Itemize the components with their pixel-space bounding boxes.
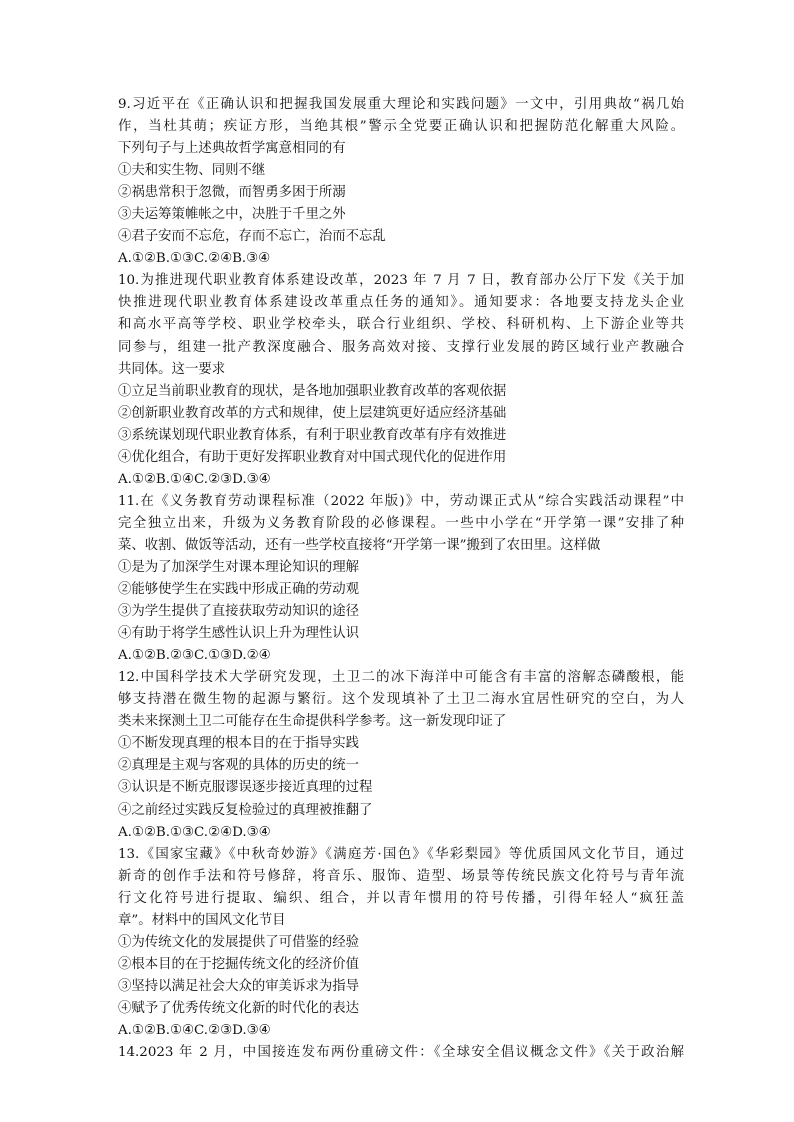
question-stem-line: 作，当杜其萌；疾证方形，当绝其根”警示全党要正确认识和把握防范化解重大风险。 — [118, 119, 684, 135]
option-line: ②根本目的在于挖掘传统文化的经济价值 — [118, 956, 360, 972]
question-13 — [118, 844, 684, 1042]
option-line: ④君子安而不忘危，存而不忘亡，治而不忘乱 — [118, 229, 386, 245]
question-stem-line: 14.2023 年 2 月，中国接连发布两份重磅文件：《全球安全倡议概念文件》《关于政治解 — [118, 1045, 684, 1061]
answer-choices: A.①②B.①④C.②③D.③④ — [118, 1022, 271, 1038]
question-9 — [118, 94, 684, 270]
question-stem-line: 类未来探测土卫二可能存在生命提供科学参考。这一新发现印证了 — [118, 714, 507, 730]
option-line: ②祸患常积于忽微，而智勇多困于所溺 — [118, 185, 346, 201]
question-stem-line: 和高水平高等学校、职业学校牵头，联合行业组织、学校、科研机构、上下游企业等共 — [118, 317, 684, 333]
question-stem-line: 同参与，组建一批产教深度融合、服务高效对接、支撑行业发展的跨区域行业产教融合 — [118, 339, 684, 355]
question-stem-line: 13.《国家宝藏》《中秋奇妙游》《满庭芳·国色》《华彩梨园》等优质国风文化节目，通过 — [118, 846, 684, 862]
option-line: ③夫运筹策帷帐之中，决胜于千里之外 — [118, 207, 346, 223]
question-stem-line: 快推进现代职业教育体系建设改革重点任务的通知》。通知要求：各地要支持龙头企业 — [118, 295, 684, 311]
option-line: ③为学生提供了直接获取劳动知识的途径 — [118, 604, 360, 620]
question-stem-line: 菜、收割、做饭等活动，还有一些学校直接将“开学第一课”搬到了农田里。这样做 — [118, 537, 601, 553]
option-line: ①立足当前职业教育的现状，是各地加强职业教育改革的客观依据 — [118, 383, 507, 399]
question-stem-line: 12.中国科学技术大学研究发现，土卫二的冰下海洋中可能含有丰富的溶解态磷酸根，能 — [118, 670, 684, 686]
question-11 — [118, 491, 684, 667]
question-stem-line: 够支持潜在微生物的起源与繁衍。这个发现填补了土卫二海水宜居性研究的空白，为人 — [118, 692, 684, 708]
document-page — [118, 94, 684, 1064]
option-line: ④赋予了优秀传统文化新的时代化的表达 — [118, 1000, 360, 1016]
question-stem-line: 新奇的创作手法和符号修辞，将音乐、服饰、造型、场景等传统民族文化符号与青年流 — [118, 868, 684, 884]
answer-choices: A.①②B.②③C.①③D.②④ — [118, 648, 271, 664]
option-line: ②能够使学生在实践中形成正确的劳动观 — [118, 582, 360, 598]
option-line: ②创新职业教育改革的方式和规律，使上层建筑更好适应经济基础 — [118, 405, 507, 421]
question-stem-line: 共同体。这一要求 — [118, 361, 226, 377]
question-10 — [118, 270, 684, 490]
option-line: ④之前经过实践反复检验过的真理被推翻了 — [118, 802, 373, 818]
option-line: ①为传统文化的发展提供了可借鉴的经验 — [118, 934, 360, 950]
option-line: ③坚持以满足社会大众的审美诉求为指导 — [118, 978, 360, 994]
question-14 — [118, 1042, 684, 1064]
question-stem-line: 9.习近平在《正确认识和把握我国发展重大理论和实践问题》一文中，引用典故“祸几始 — [118, 97, 684, 112]
option-line: ③认识是不断克服谬误逐步接近真理的过程 — [118, 780, 373, 796]
question-stem-line: 章”。材料中的国风文化节目 — [118, 912, 286, 928]
question-12 — [118, 667, 684, 843]
answer-choices: A.①②B.①④C.②③D.③④ — [118, 471, 271, 487]
option-line: ④优化组合，有助于更好发挥职业教育对中国式现代化的促进作用 — [118, 449, 507, 465]
option-line: ①不断发现真理的根本目的在于指导实践 — [118, 736, 360, 752]
question-stem-line: 下列句子与上述典故哲学寓意相同的有 — [118, 141, 346, 157]
option-line: ④有助于将学生感性认识上升为理性认识 — [118, 626, 360, 642]
question-stem-line: 完全独立出来，升级为义务教育阶段的必修课程。一些中小学在“开学第一课”安排了种 — [118, 515, 684, 531]
option-line: ②真理是主观与客观的具体的历史的统一 — [118, 758, 360, 774]
option-line: ③系统谋划现代职业教育体系，有利于职业教育改革有序有效推进 — [118, 427, 507, 443]
question-stem-line: 11.在《义务教育劳动课程标准（2022 年版)》中，劳动课正式从“综合实践活动课程”中 — [118, 493, 684, 509]
question-stem-line: 10.为推进现代职业教育体系建设改革，2023 年 7 月 7 日，教育部办公厅下发《关于加 — [118, 273, 684, 289]
option-line: ①夫和实生物、同则不继 — [118, 163, 266, 179]
answer-choices: A.①②B.①③C.②④D.③④ — [118, 824, 271, 840]
answer-choices: A.①②B.①③C.②④B.③④ — [118, 251, 271, 267]
option-line: ①是为了加深学生对课本理论知识的理解 — [118, 559, 360, 575]
question-stem-line: 行文化符号进行提取、编织、组合，并以青年惯用的符号传播，引得年轻人“疯狂盖 — [118, 890, 684, 906]
